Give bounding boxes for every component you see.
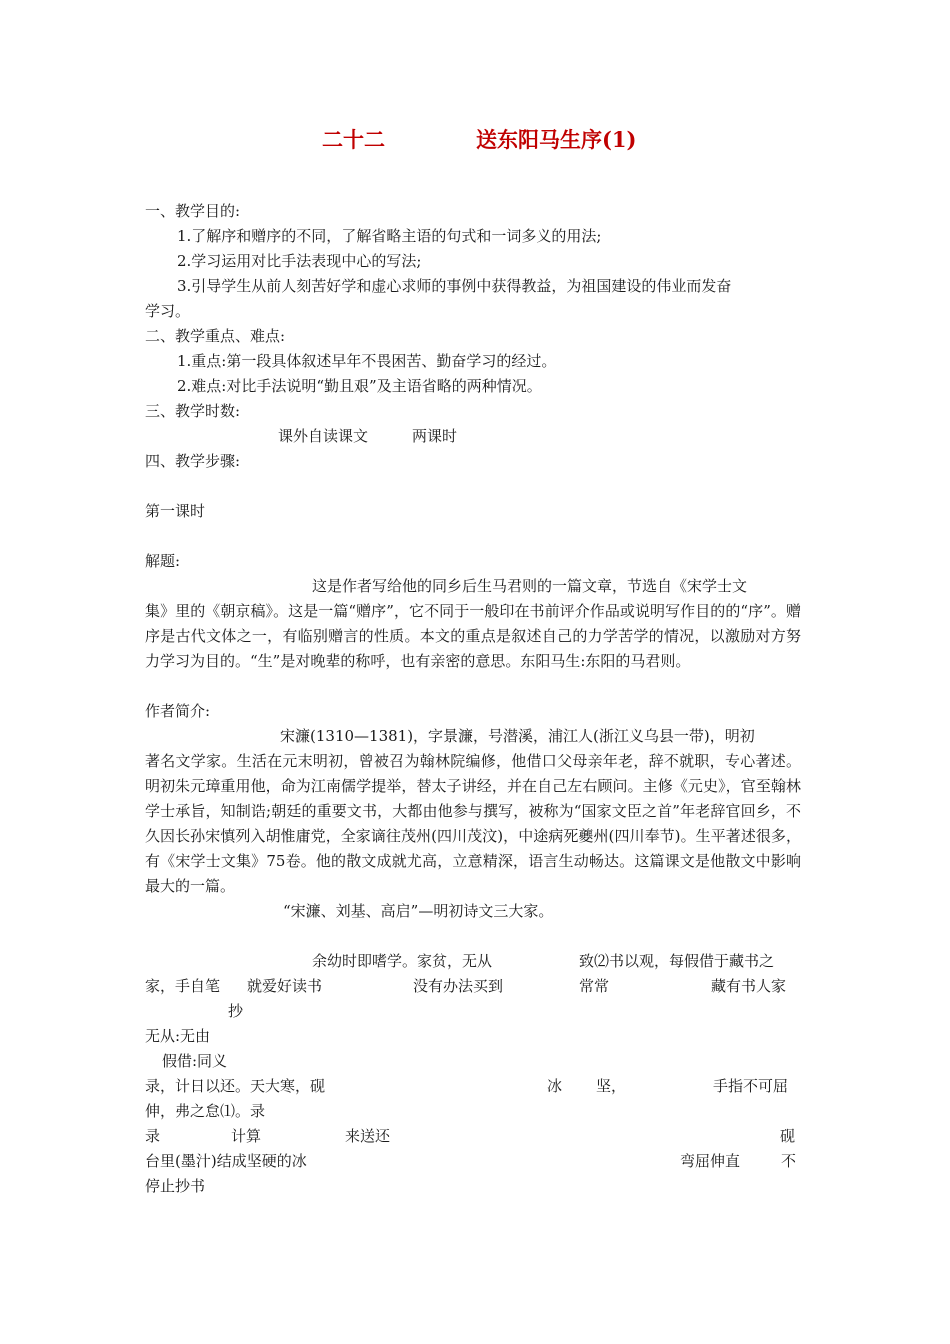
gloss: 不 bbox=[781, 1152, 797, 1170]
annotated-row bbox=[145, 1124, 801, 1149]
annotated-row bbox=[145, 949, 801, 974]
list-item: 1.重点:第一段具体叙述早年不畏困苦、勤奋学习的经过。 bbox=[177, 352, 557, 370]
lesson-heading: 第一课时 bbox=[145, 502, 206, 520]
section-heading: 三、教学时数: bbox=[145, 402, 241, 420]
annotated-row bbox=[145, 1149, 801, 1174]
gloss: 抄 bbox=[228, 1002, 244, 1020]
text-line: 冰 bbox=[547, 1077, 563, 1095]
title-number: 二十二 bbox=[322, 127, 385, 152]
annotated-row bbox=[145, 1074, 801, 1099]
author-body: 著名文学家。生活在元末明初，曾被召为翰林院编修，他借口父母亲年老，辞不就职，专心著述。明初朱元璋重用他，命为江南儒学提举，替太子讲经，并在自己左右顾问。主修《元史》，官至翰林学士承旨，知制诰;朝廷的重要文书，大都由他参与撰写，被称为“国家文臣之首”年老辞官回乡，不久因长孙宋慎列入胡惟庸党，全家谪往茂州(四川茂汶)，中途病死夔州(四川奉节)。生平著述很多，有《宋学士文集》75卷。他的散文成就尤高，立意精深，语言生动畅达。这篇课文是他散文中影响最大的一篇。 bbox=[145, 752, 801, 895]
text-line: 余幼时即嗜学。家贫，无从 bbox=[312, 952, 493, 970]
gloss: 常常 bbox=[579, 977, 610, 995]
page-title bbox=[0, 124, 950, 154]
document-body bbox=[145, 199, 801, 1199]
list-item: 2.难点:对比手法说明“勤且艰”及主语省略的两种情况。 bbox=[177, 377, 542, 395]
gloss: 录 bbox=[145, 1127, 161, 1145]
gloss: 就爱好读书 bbox=[247, 977, 323, 995]
poets-line: “宋濂、刘基、高启”—明初诗文三大家。 bbox=[283, 902, 554, 920]
jieti-body: 集》里的《朝京稿》。这是一篇“赠序”，它不同于一般印在书前评介作品或说明写作目的的“序”。赠序是古代文体之一，有临别赠言的性质。本文的重点是叙述自己的力学苦学的情况，以激励对方努力学习为目的。“生”是对晚辈的称呼，也有亲密的意思。东阳马生:东阳的马君则。 bbox=[145, 602, 801, 670]
annotated-row: 无从:无由 bbox=[145, 1027, 211, 1045]
class-hours-row bbox=[145, 424, 801, 449]
list-item: 1.了解序和赠序的不同，了解省略主语的句式和一词多义的用法; bbox=[177, 227, 602, 245]
class-hours-label: 课外自读课文 bbox=[278, 427, 369, 445]
text-line: 手指不可屈 bbox=[713, 1077, 789, 1095]
jieti-label: 解题: bbox=[145, 552, 181, 570]
gloss: 弯屈伸直 bbox=[680, 1152, 741, 1170]
gloss: 计算 bbox=[231, 1127, 262, 1145]
gloss: 没有办法买到 bbox=[413, 977, 504, 995]
section-heading: 二、教学重点、难点: bbox=[145, 327, 286, 345]
title-text: 送东阳马生序(1) bbox=[476, 127, 637, 152]
section-heading: 一、教学目的: bbox=[145, 202, 241, 220]
list-item: 3.引导学生从前人刻苦好学和虚心求师的事例中获得教益，为祖国建设的伟业而发奋 bbox=[177, 277, 732, 295]
list-item: 2.学习运用对比手法表现中心的写法; bbox=[177, 252, 422, 270]
section-heading: 四、教学步骤: bbox=[145, 452, 241, 470]
jieti-first-line: 这是作者写给他的同乡后生马君则的一篇文章，节选自《宋学士文 bbox=[312, 577, 748, 595]
author-paragraph bbox=[145, 724, 801, 899]
author-label: 作者简介: bbox=[145, 702, 211, 720]
annotated-row: 伸，弗之怠⑴。录 bbox=[145, 1102, 266, 1120]
jieti-paragraph bbox=[145, 574, 801, 674]
annotated-row: 假借:同义 bbox=[162, 1052, 228, 1070]
annotated-row bbox=[145, 999, 801, 1024]
list-item-continuation: 学习。 bbox=[145, 302, 191, 320]
text-line: 坚， bbox=[596, 1077, 627, 1095]
text-line: 录，计日以还。天大寒，砚 bbox=[145, 1077, 326, 1095]
text-line: 家，手自笔 bbox=[145, 977, 221, 995]
gloss: 砚 bbox=[780, 1127, 796, 1145]
gloss: 来送还 bbox=[345, 1127, 391, 1145]
author-first-line: 宋濂(1310—1381)，字景濂，号潜溪，浦江人(浙江义乌县一带)，明初 bbox=[280, 727, 755, 745]
class-hours-value: 两课时 bbox=[412, 427, 458, 445]
gloss: 台里(墨汁)结成坚硬的冰 bbox=[145, 1152, 307, 1170]
gloss: 藏有书人家 bbox=[711, 977, 787, 995]
annotated-row bbox=[145, 974, 801, 999]
text-line: 致⑵书以观，每假借于藏书之 bbox=[579, 952, 775, 970]
annotated-row: 停止抄书 bbox=[145, 1177, 206, 1195]
